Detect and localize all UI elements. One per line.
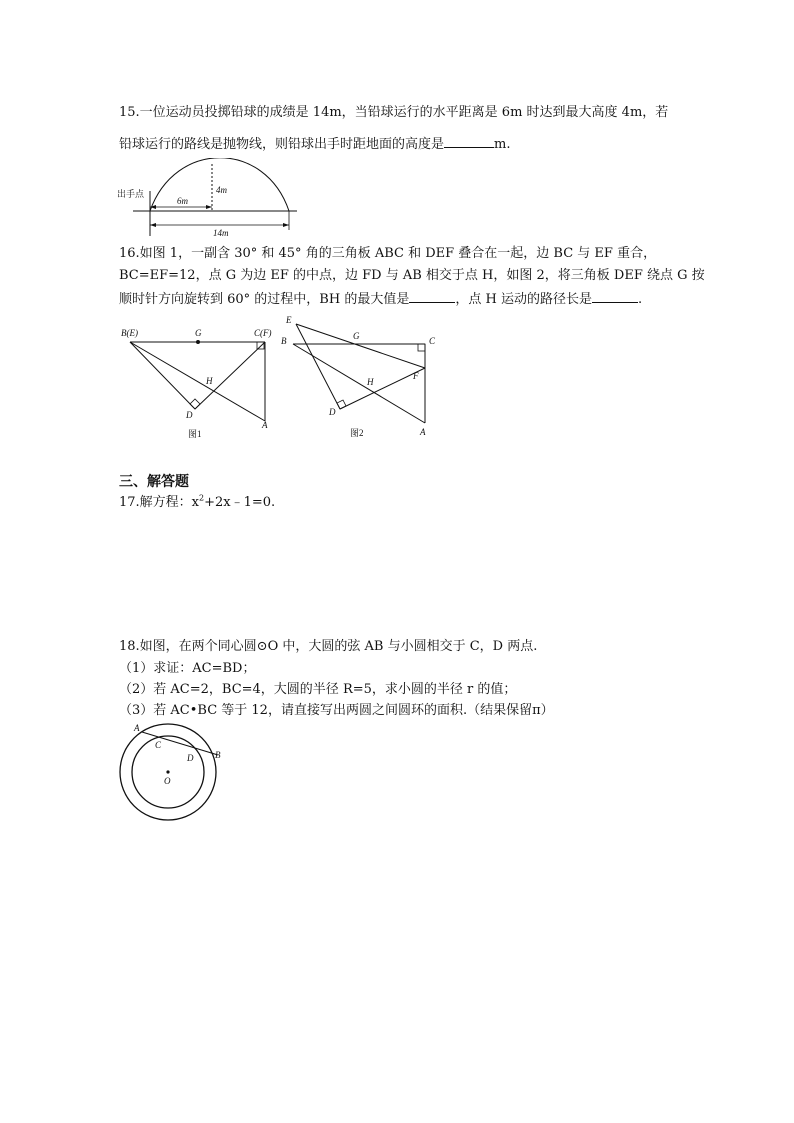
q17-line xyxy=(119,494,275,512)
q15-line2 xyxy=(119,134,510,154)
q16-line2: BC=EF=12，点 G 为边 EF 的中点，边 FD 与 AB 相交于点 H，如图 2，将三角板 DEF 绕点 G 按 xyxy=(119,268,705,283)
fig1-label-H: H xyxy=(206,376,213,386)
q18-concentric-circles-figure xyxy=(116,720,232,824)
fig2-label-H: H xyxy=(367,377,374,387)
q18-item3: （3）若 AC•BC 等于 12，请直接写出两圆之间圆环的面积.（结果保留π） xyxy=(119,703,554,718)
fig2-label-B: B xyxy=(281,336,287,346)
q18-line1: 18.如图，在两个同心圆⊙O 中，大圆的弦 AB 与小圆相交于 C，D 两点. xyxy=(119,639,538,654)
q18-item1: （1）求证：AC=BD； xyxy=(119,661,256,676)
section-3-title: 三、解答题 xyxy=(119,474,189,490)
fig2-label-G: G xyxy=(353,331,360,341)
label-4m: 4m xyxy=(216,185,227,195)
q15-answer-blank[interactable] xyxy=(444,134,494,148)
q15-line1: 15.一位运动员投掷铅球的成绩是 14m，当铅球运行的水平距离是 6m 时达到最大高度 4m，若 xyxy=(119,105,669,120)
q16-line3-b: ，点 H 运动的路径长是 xyxy=(455,292,592,307)
q15-line2-post: m. xyxy=(494,137,511,152)
fig1-caption: 图1 xyxy=(188,429,202,439)
q16-figure-1 xyxy=(118,325,278,443)
label-6m: 6m xyxy=(177,196,188,206)
q15-line2-pre: 铅球运行的路线是抛物线，则铅球出手时距地面的高度是 xyxy=(119,137,445,152)
fig2-label-C: C xyxy=(429,336,436,346)
fig2-label-E: E xyxy=(286,315,292,325)
q17-pre: 17.解方程：x xyxy=(119,495,200,510)
label-A: A xyxy=(134,723,140,733)
fig2-label-D: D xyxy=(329,407,336,417)
fig1-label-A: A xyxy=(262,420,268,430)
q16-line3-a: 顺时针方向旋转到 60° 的过程中，BH 的最大值是 xyxy=(119,292,410,307)
label-D: D xyxy=(187,753,194,763)
fig2-caption: 图2 xyxy=(350,428,364,438)
q16-line3 xyxy=(119,289,642,309)
fig1-label-D: D xyxy=(186,410,193,420)
q16-line3-c: . xyxy=(637,292,643,307)
label-B: B xyxy=(215,750,221,760)
q16-figure-2 xyxy=(278,313,448,443)
q16-line1: 16.如图 1，一副含 30° 和 45° 角的三角板 ABC 和 DEF 叠合在一起，边 BC 与 EF 重合， xyxy=(119,246,657,261)
q17-sup: 2 xyxy=(199,493,205,503)
start-point-label: 出手点 xyxy=(117,190,145,200)
fig1-label-C: C(F) xyxy=(254,328,272,338)
fig1-label-G: G xyxy=(195,328,202,338)
fig2-label-A: A xyxy=(420,427,426,437)
q18-item2: （2）若 AC=2，BC=4，大圆的半径 R=5，求小圆的半径 r 的值； xyxy=(119,682,517,697)
q16-answer-blank-2[interactable] xyxy=(592,289,638,303)
q15-parabola-figure xyxy=(115,158,300,238)
fig2-label-F: F xyxy=(413,371,419,381)
q16-answer-blank-1[interactable] xyxy=(409,289,455,303)
label-C: C xyxy=(155,740,162,750)
label-O: O xyxy=(164,776,171,786)
q17-post: +2x﹣1=0. xyxy=(204,495,276,510)
label-14m: 14m xyxy=(213,228,229,238)
fig1-label-B: B(E) xyxy=(121,328,138,338)
